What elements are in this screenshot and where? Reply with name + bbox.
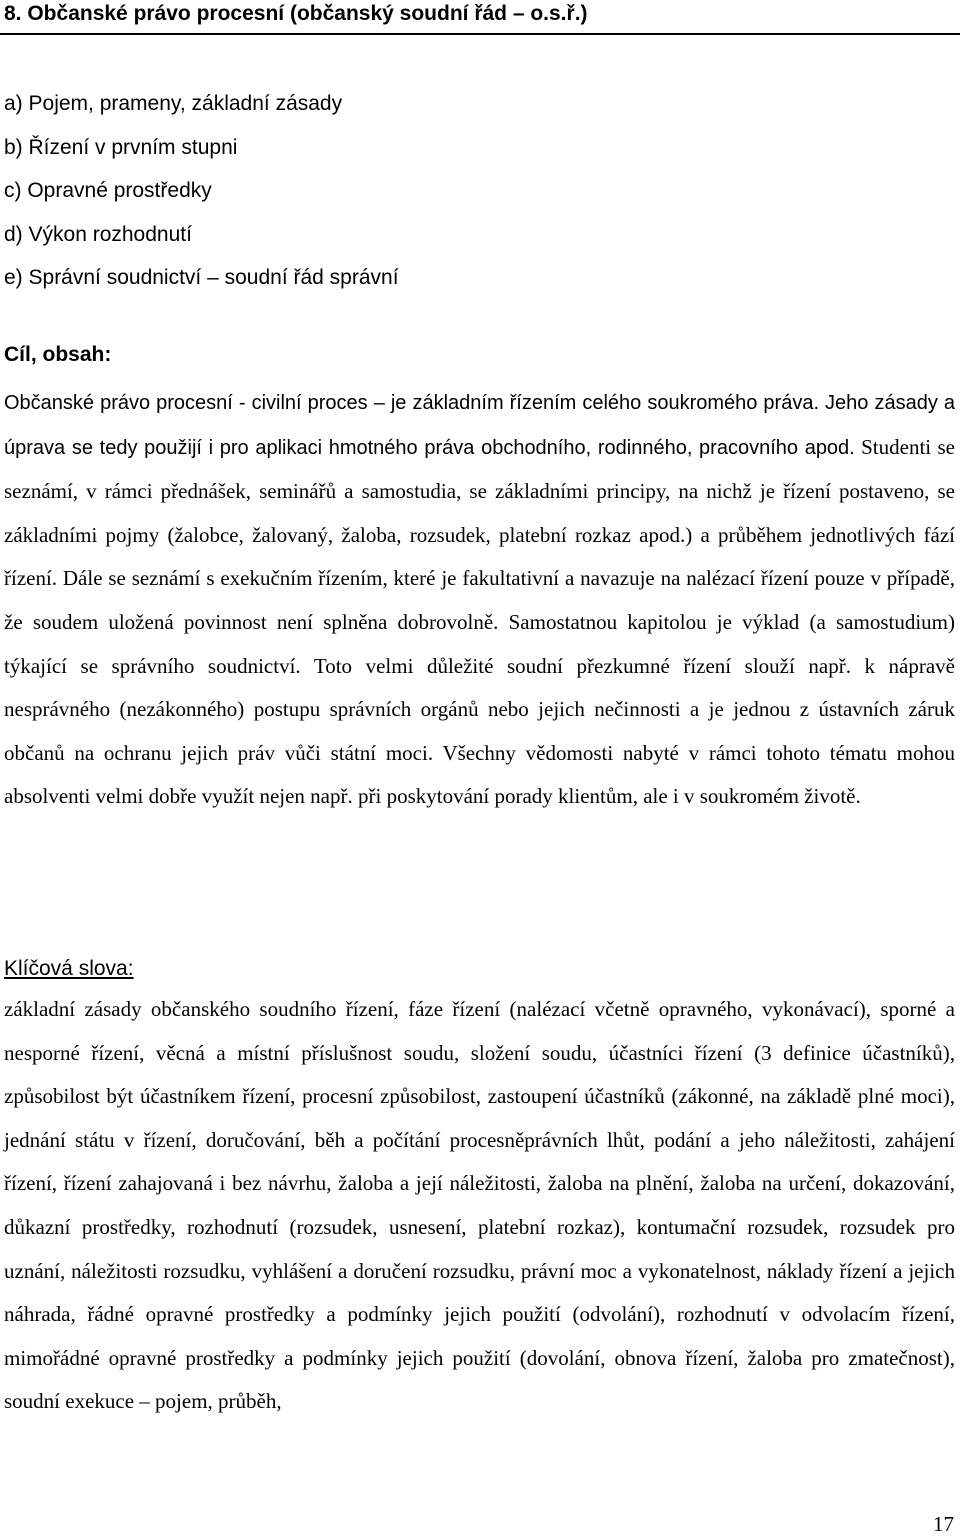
topic-item: a) Pojem, prameny, základní zásady [4, 92, 343, 115]
topic-list [4, 82, 399, 300]
goal-intro: Občanské právo procesní - civilní proces – je základním řízením celého soukromého práva. Jeho zásady a úprava se tedy použijí i pro aplikaci hmotného práva obchodního, rodinného, pracovního apod. [4, 392, 955, 459]
goal-heading: Cíl, obsah: [4, 343, 112, 366]
goal-body: Studenti se seznámí, v rámci přednášek, seminářů a samostudia, se základními principy, na nichž je řízení postaveno, se základními pojmy (žalobce, žalovaný, žaloba, rozsudek, platební rozkaz apod.) a průběhem jednotlivých fází řízení. Dále se seznámí s exekučním řízením, které je fakultativní a navazuje na nalézací řízení pouze v případě, že soudem uložená povinnost není splněna dobrovolně. Samostatnou kapitolou je výklad (a samostudium) týkající se správního soudnictví. Toto velmi důležité soudní přezkumné řízení slouží např. k nápravě nesprávného (nezákonného) postupu správních orgánů nebo jejich nečinnosti a je jednou z ústavních záruk občanů na ochranu jejich práv vůči státní moci. Všechny vědomosti nabyté v rámci tohoto tématu mohou absolventi velmi dobře využít nejen např. při poskytování porady klientům, ale i v soukromém životě. [4, 434, 955, 809]
topic-item: b) Řízení v prvním stupni [4, 135, 238, 159]
goal-paragraph [4, 381, 955, 819]
title-underline [0, 33, 960, 35]
keywords-heading: Klíčová slova: [4, 957, 134, 980]
page-number: 17 [933, 1512, 954, 1536]
keywords-paragraph: základní zásady občanského soudního řízení, fáze řízení (nalézací včetně opravného, vykonávací), sporné a nesporné řízení, věcná a místní příslušnost soudu, složení soudu, účastníci řízení (3 definice účastníků), způsobilost být účastníkem řízení, procesní způsobilost, zastoupení účastníků (zákonné, na základě plné moci), jednání státu v řízení, doručování, běh a počítání procesněprávních lhůt, podání a jeho náležitosti, zahájení řízení, řízení zahajovaná i bez návrhu, žaloba a její náležitosti, žaloba na plnění, žaloba na určení, dokazování, důkazní prostředky, rozhodnutí (rozsudek, usnesení, platební rozkaz), kontumační rozsudek, rozsudek pro uznání, náležitosti rozsudku, vyhlášení a doručení rozsudku, právní moc a vykonatelnost, náklady řízení a jejich náhrada, řádné opravné prostředky a podmínky jejich použití (odvolání), rozhodnutí v odvolacím řízení, mimořádné opravné prostředky a podmínky jejich použití (dovolání, obnova řízení, žaloba pro zmatečnost), soudní exekuce – pojem, průběh, [4, 997, 955, 1414]
topic-item: e) Správní soudnictví – soudní řád správní [4, 266, 399, 289]
page-title: 8. Občanské právo procesní (občanský soudní řád – o.s.ř.) [4, 2, 588, 25]
topic-item: c) Opravné prostředky [4, 179, 212, 202]
topic-item: d) Výkon rozhodnutí [4, 222, 192, 246]
